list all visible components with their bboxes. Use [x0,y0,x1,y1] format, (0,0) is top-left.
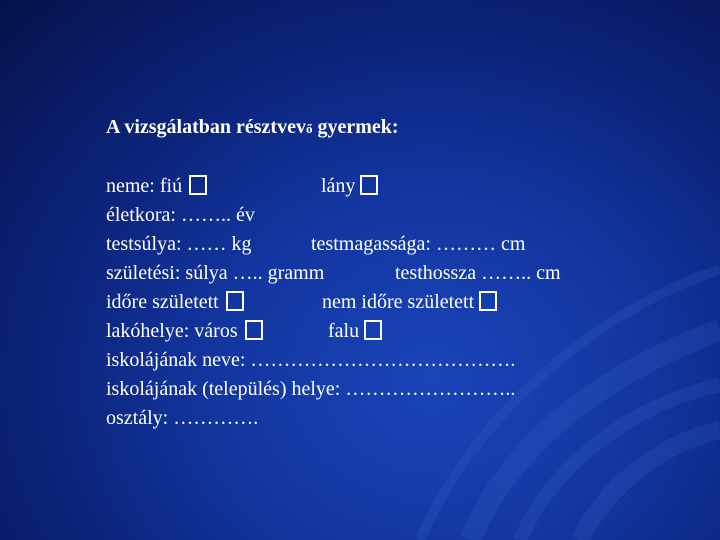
class-field: osztály: …………. [106,407,259,429]
weight-field: testsúlya: …… kg [106,233,252,255]
school-name-line [106,346,706,375]
birth-line [106,259,706,288]
questionnaire [106,112,706,433]
girl-option [321,172,378,201]
page-title [106,112,706,142]
preterm-checkbox[interactable] [479,291,497,311]
residence-line [106,317,706,346]
term-checkbox[interactable] [226,291,244,311]
preterm-label: nem időre született [322,291,475,313]
village-label: falu [328,320,360,342]
title-small-char: ő [305,121,313,136]
weight-height-line [106,230,706,259]
sex-label: neme: fiú [106,175,183,197]
school-place-field: iskolájának (település) helye: …………………….. [106,378,516,400]
city-checkbox[interactable] [245,320,263,340]
sex-line [106,172,706,201]
boy-checkbox[interactable] [189,175,207,195]
village-option [328,317,382,346]
birth-weight-field: születési: súlya ….. gramm [106,262,325,284]
class-line [106,404,706,433]
preterm-option [322,288,497,317]
age-line [106,201,706,230]
term-line [106,288,706,317]
birth-length-field: testhossza …….. cm [395,262,561,284]
girl-label: lány [321,175,356,197]
height-field: testmagassága: ……… cm [311,233,526,255]
girl-checkbox[interactable] [360,175,378,195]
title-text-after: gyermek: [312,116,399,138]
title-text-before: A vizsgálatban résztvev [106,116,306,138]
city-label: lakóhelye: város [106,320,238,342]
school-place-line [106,375,706,404]
age-field: életkora: …….. év [106,204,255,226]
village-checkbox[interactable] [364,320,382,340]
term-label: időre született [106,291,219,313]
school-name-field: iskolájának neve: …………………………………. [106,349,516,371]
